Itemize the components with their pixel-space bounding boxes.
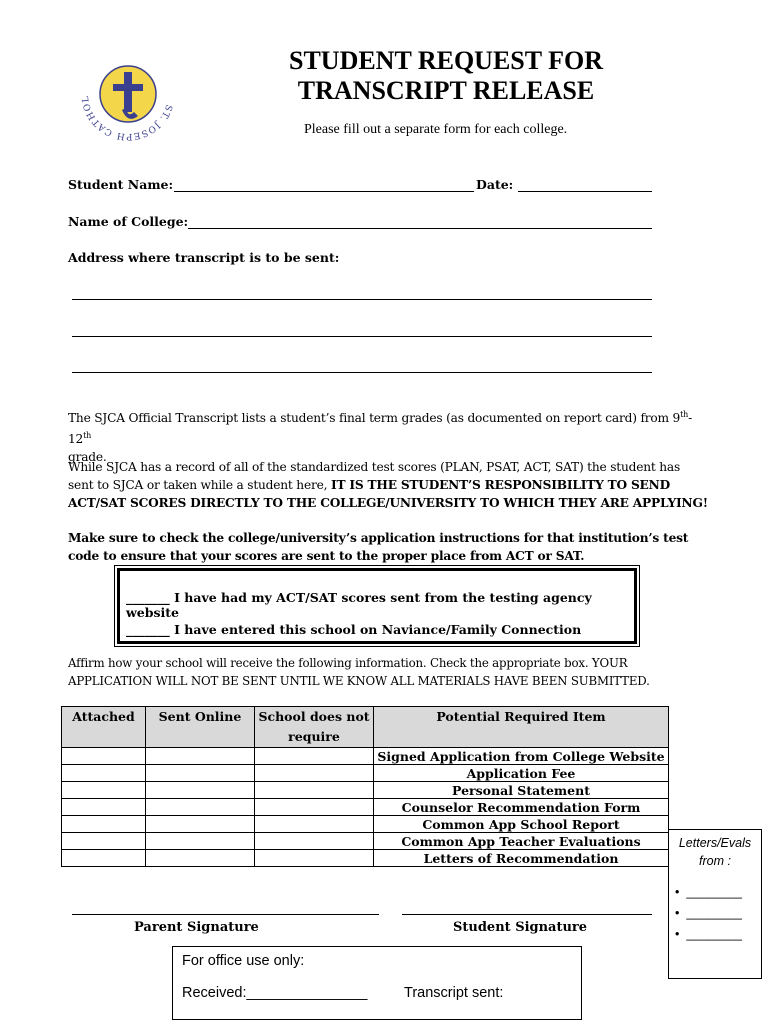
confirmation-box bbox=[117, 568, 637, 644]
item-cell: Personal Statement bbox=[374, 782, 669, 799]
transcript-info-paragraph: The SJCA Official Transcript lists a student’s final term grades (as documented on report card) from 9th-12th grade. bbox=[68, 410, 693, 465]
letters-evals-title: Letters/Evals bbox=[678, 836, 752, 850]
page-subtitle: Please fill out a separate form for each college. bbox=[304, 122, 568, 137]
not-required-cell[interactable] bbox=[255, 850, 374, 867]
not-required-cell[interactable] bbox=[255, 748, 374, 765]
item-cell: Signed Application from College Website bbox=[374, 748, 669, 765]
student-signature-label: Student Signature bbox=[453, 920, 588, 935]
office-use-box bbox=[172, 946, 582, 1020]
attached-cell[interactable] bbox=[62, 799, 146, 816]
affirm-instructions: Affirm how your school will receive the following information. Check the appropriate box. YOUR APPLICATION WILL NOT BE SENT UNTIL WE KNOW ALL MATERIALS HAVE BEEN SUBMITTED. bbox=[68, 656, 650, 688]
test-code-paragraph: Make sure to check the college/university’s application instructions for that institution’s test code to ensure that your scores are sent to the proper place from ACT or SAT. bbox=[68, 531, 689, 563]
table-row bbox=[62, 748, 669, 765]
address-line-1[interactable] bbox=[72, 299, 652, 300]
college-field[interactable] bbox=[188, 228, 652, 229]
received-field[interactable]: Received:_______________ bbox=[182, 985, 368, 1001]
not-required-cell[interactable] bbox=[255, 833, 374, 850]
naviance-checkline[interactable]: _______ I have entered this school on Naviance/Family Connection bbox=[126, 622, 582, 637]
school-logo bbox=[78, 44, 178, 144]
attached-cell[interactable] bbox=[62, 748, 146, 765]
item-cell: Application Fee bbox=[374, 765, 669, 782]
date-field[interactable] bbox=[518, 191, 652, 192]
header-required-item: Potential Required Item bbox=[374, 707, 669, 748]
scores-sent-checkline[interactable]: _______ I have had my ACT/SAT scores sent from the testing agency website bbox=[126, 590, 592, 620]
address-line-3[interactable] bbox=[72, 372, 652, 373]
materials-table bbox=[61, 706, 669, 867]
student-signature-line[interactable] bbox=[402, 914, 652, 915]
parent-signature-label: Parent Signature bbox=[134, 920, 259, 935]
list-item[interactable]: • ________ bbox=[675, 885, 742, 899]
address-label: Address where transcript is to be sent: bbox=[68, 250, 340, 265]
sent-online-cell[interactable] bbox=[146, 748, 255, 765]
not-required-cell[interactable] bbox=[255, 816, 374, 833]
attached-cell[interactable] bbox=[62, 850, 146, 867]
page-title-line1: STUDENT REQUEST FOR bbox=[288, 46, 604, 75]
sent-online-cell[interactable] bbox=[146, 833, 255, 850]
sent-online-cell[interactable] bbox=[146, 816, 255, 833]
item-cell: Letters of Recommendation bbox=[374, 850, 669, 867]
table-row bbox=[62, 799, 669, 816]
college-label: Name of College: bbox=[68, 214, 189, 229]
list-item[interactable]: • ________ bbox=[675, 906, 742, 920]
attached-cell[interactable] bbox=[62, 833, 146, 850]
header-sent-online: Sent Online bbox=[146, 707, 255, 748]
table-row bbox=[62, 782, 669, 799]
not-required-cell[interactable] bbox=[255, 782, 374, 799]
address-line-2[interactable] bbox=[72, 336, 652, 337]
sent-online-cell[interactable] bbox=[146, 782, 255, 799]
logo-ring-text: ST. JOSEPH CATHOL bbox=[80, 94, 174, 142]
attached-cell[interactable] bbox=[62, 765, 146, 782]
not-required-cell[interactable] bbox=[255, 799, 374, 816]
sent-online-cell[interactable] bbox=[146, 850, 255, 867]
page-title-line2: TRANSCRIPT RELEASE bbox=[297, 76, 595, 105]
table-row bbox=[62, 765, 669, 782]
list-item[interactable]: • ________ bbox=[675, 927, 742, 941]
not-required-cell[interactable] bbox=[255, 765, 374, 782]
student-name-label: Student Name: bbox=[68, 177, 174, 192]
transcript-sent-field[interactable]: Transcript sent: bbox=[404, 985, 504, 1001]
sent-online-cell[interactable] bbox=[146, 765, 255, 782]
attached-cell[interactable] bbox=[62, 782, 146, 799]
header-not-required: School does not require bbox=[255, 707, 374, 748]
header-attached: Attached bbox=[62, 707, 146, 748]
office-use-title: For office use only: bbox=[182, 953, 305, 969]
letters-evals-from: from : bbox=[699, 854, 731, 868]
date-label: Date: bbox=[476, 177, 514, 192]
attached-cell[interactable] bbox=[62, 816, 146, 833]
letters-evals-box bbox=[668, 829, 762, 979]
item-cell: Common App School Report bbox=[374, 816, 669, 833]
item-cell: Counselor Recommendation Form bbox=[374, 799, 669, 816]
test-scores-paragraph: While SJCA has a record of all of the standardized test scores (PLAN, PSAT, ACT, SAT) the student has sent to SJCA or taken while a student here, IT IS THE STUDENT’S RESPONSIBILITY TO SEND ACT/SAT SCORES DIRECTLY TO THE COLLEGE/UNIVERSITY TO WHICH THEY ARE APPLYING! bbox=[68, 460, 708, 510]
student-name-field[interactable] bbox=[174, 191, 474, 192]
table-row bbox=[62, 816, 669, 833]
table-row bbox=[62, 833, 669, 850]
item-cell: Common App Teacher Evaluations bbox=[374, 833, 669, 850]
parent-signature-line[interactable] bbox=[72, 914, 379, 915]
sent-online-cell[interactable] bbox=[146, 799, 255, 816]
table-row bbox=[62, 850, 669, 867]
